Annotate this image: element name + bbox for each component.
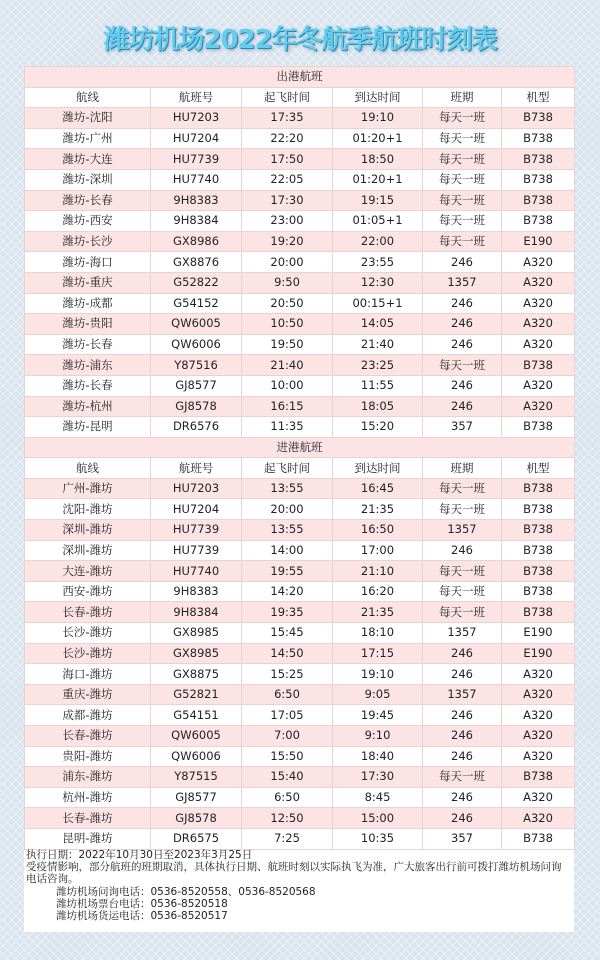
aircraft-type-cell: A320 [502, 272, 575, 293]
aircraft-type-cell: A320 [502, 375, 575, 396]
flight-number-cell: HU7204 [151, 499, 242, 520]
schedule-cell: 1357 [423, 623, 502, 644]
schedule-cell: 每天一班 [423, 211, 502, 232]
schedule-cell: 246 [423, 787, 502, 808]
aircraft-type-cell: A320 [502, 746, 575, 767]
arrival-time-cell: 23:55 [333, 252, 423, 273]
column-header: 起飞时间 [242, 458, 333, 479]
departure-time-cell: 15:40 [242, 767, 333, 788]
table-row [25, 684, 575, 705]
route-cell: 潍坊-重庆 [25, 272, 151, 293]
departure-time-cell: 11:35 [242, 417, 333, 438]
departure-time-cell: 14:20 [242, 581, 333, 602]
table-row [25, 190, 575, 211]
schedule-cell: 246 [423, 334, 502, 355]
aircraft-type-cell: B738 [502, 561, 575, 582]
table-row [25, 128, 575, 149]
schedule-cell: 每天一班 [423, 602, 502, 623]
flight-number-cell: QW6006 [151, 334, 242, 355]
route-cell: 大连-潍坊 [25, 561, 151, 582]
arrival-time-cell: 21:10 [333, 561, 423, 582]
column-header: 航班号 [151, 87, 242, 108]
schedule-cell: 357 [423, 828, 502, 849]
departure-time-cell: 17:35 [242, 108, 333, 129]
route-cell: 贵阳-潍坊 [25, 746, 151, 767]
schedule-cell: 246 [423, 664, 502, 685]
table-row [25, 478, 575, 499]
aircraft-type-cell: B738 [502, 540, 575, 561]
arrival-time-cell: 19:45 [333, 705, 423, 726]
arrival-time-cell: 18:10 [333, 623, 423, 644]
schedule-cell: 1357 [423, 684, 502, 705]
flight-number-cell: G54151 [151, 705, 242, 726]
flight-number-cell: G52822 [151, 272, 242, 293]
departure-time-cell: 20:00 [242, 499, 333, 520]
departure-time-cell: 22:20 [242, 128, 333, 149]
schedule-cell: 每天一班 [423, 767, 502, 788]
aircraft-type-cell: B738 [502, 581, 575, 602]
departure-time-cell: 10:00 [242, 375, 333, 396]
arrival-time-cell: 9:10 [333, 726, 423, 747]
table-row [25, 726, 575, 747]
route-cell: 长春-潍坊 [25, 808, 151, 829]
aircraft-type-cell: A320 [502, 808, 575, 829]
schedule-cell: 246 [423, 252, 502, 273]
flight-number-cell: QW6006 [151, 746, 242, 767]
departure-time-cell: 9:50 [242, 272, 333, 293]
table-row [25, 396, 575, 417]
schedule-cell: 246 [423, 808, 502, 829]
column-header: 机型 [502, 87, 575, 108]
table-row [25, 828, 575, 849]
departure-time-cell: 22:05 [242, 169, 333, 190]
aircraft-type-cell: B738 [502, 169, 575, 190]
aircraft-type-cell: B738 [502, 478, 575, 499]
aircraft-type-cell: B738 [502, 128, 575, 149]
route-cell: 潍坊-长沙 [25, 231, 151, 252]
column-header: 机型 [502, 458, 575, 479]
aircraft-type-cell: A320 [502, 252, 575, 273]
departure-time-cell: 15:25 [242, 664, 333, 685]
aircraft-type-cell: B738 [502, 355, 575, 376]
departure-time-cell: 13:55 [242, 478, 333, 499]
table-row [25, 211, 575, 232]
table-row [25, 561, 575, 582]
flight-number-cell: 9H8384 [151, 602, 242, 623]
aircraft-type-cell: A320 [502, 726, 575, 747]
departure-time-cell: 17:05 [242, 705, 333, 726]
schedule-cell: 每天一班 [423, 149, 502, 170]
departure-time-cell: 16:15 [242, 396, 333, 417]
route-cell: 潍坊-深圳 [25, 169, 151, 190]
flight-number-cell: GJ8578 [151, 396, 242, 417]
schedule-cell: 每天一班 [423, 355, 502, 376]
column-header: 班期 [423, 87, 502, 108]
route-cell: 潍坊-长春 [25, 334, 151, 355]
route-cell: 重庆-潍坊 [25, 684, 151, 705]
route-cell: 海口-潍坊 [25, 664, 151, 685]
schedule-cell: 1357 [423, 272, 502, 293]
flight-number-cell: 9H8384 [151, 211, 242, 232]
outbound-section-heading [25, 67, 575, 88]
flight-number-cell: G54152 [151, 293, 242, 314]
departure-time-cell: 13:55 [242, 520, 333, 541]
departure-time-cell: 19:35 [242, 602, 333, 623]
arrival-time-cell: 16:20 [333, 581, 423, 602]
route-cell: 长春-潍坊 [25, 602, 151, 623]
schedule-cell: 246 [423, 726, 502, 747]
flight-number-cell: Y87515 [151, 767, 242, 788]
arrival-time-cell: 01:20+1 [333, 128, 423, 149]
route-cell: 潍坊-成都 [25, 293, 151, 314]
route-cell: 昆明-潍坊 [25, 828, 151, 849]
route-cell: 成都-潍坊 [25, 705, 151, 726]
flight-number-cell: GX8875 [151, 664, 242, 685]
schedule-cell: 246 [423, 643, 502, 664]
flight-number-cell: QW6005 [151, 314, 242, 335]
inbound-column-header-row [25, 458, 575, 479]
flight-number-cell: GX8876 [151, 252, 242, 273]
table-row [25, 169, 575, 190]
departure-time-cell: 10:50 [242, 314, 333, 335]
schedule-cell: 每天一班 [423, 108, 502, 129]
route-cell: 深圳-潍坊 [25, 520, 151, 541]
flight-number-cell: DR6575 [151, 828, 242, 849]
flight-number-cell: QW6005 [151, 726, 242, 747]
schedule-cell: 246 [423, 705, 502, 726]
arrival-time-cell: 14:05 [333, 314, 423, 335]
aircraft-type-cell: E190 [502, 231, 575, 252]
flight-number-cell: G52821 [151, 684, 242, 705]
aircraft-type-cell: A320 [502, 293, 575, 314]
departure-time-cell: 7:25 [242, 828, 333, 849]
column-header: 到达时间 [333, 458, 423, 479]
schedule-cell: 每天一班 [423, 128, 502, 149]
flight-number-cell: GJ8577 [151, 375, 242, 396]
departure-time-cell: 12:50 [242, 808, 333, 829]
outbound-column-header-row [25, 87, 575, 108]
timetable [24, 66, 575, 850]
schedule-cell: 每天一班 [423, 169, 502, 190]
arrival-time-cell: 9:05 [333, 684, 423, 705]
arrival-time-cell: 15:00 [333, 808, 423, 829]
ticket-phone: 潍坊机场票台电话：0536-8520518 [56, 897, 228, 910]
route-cell: 潍坊-大连 [25, 149, 151, 170]
departure-time-cell: 17:30 [242, 190, 333, 211]
execution-dates: 执行日期：2022年10月30日至2023年3月25日 [26, 849, 253, 861]
departure-time-cell: 6:50 [242, 787, 333, 808]
column-header: 航班号 [151, 458, 242, 479]
arrival-time-cell: 8:45 [333, 787, 423, 808]
schedule-cell: 每天一班 [423, 561, 502, 582]
departure-time-cell: 23:00 [242, 211, 333, 232]
schedule-cell: 每天一班 [423, 581, 502, 602]
table-row [25, 149, 575, 170]
route-cell: 西安-潍坊 [25, 581, 151, 602]
route-cell: 潍坊-浦东 [25, 355, 151, 376]
aircraft-type-cell: B738 [502, 108, 575, 129]
arrival-time-cell: 19:15 [333, 190, 423, 211]
aircraft-type-cell: B738 [502, 767, 575, 788]
table-row [25, 581, 575, 602]
flight-number-cell: Y87516 [151, 355, 242, 376]
aircraft-type-cell: A320 [502, 396, 575, 417]
flight-number-cell: DR6576 [151, 417, 242, 438]
cargo-phone: 潍坊机场货运电话：0536-8520517 [56, 910, 228, 923]
flight-number-cell: HU7739 [151, 540, 242, 561]
table-row [25, 293, 575, 314]
route-cell: 长沙-潍坊 [25, 643, 151, 664]
departure-time-cell: 21:40 [242, 355, 333, 376]
aircraft-type-cell: A320 [502, 787, 575, 808]
departure-time-cell: 14:50 [242, 643, 333, 664]
arrival-time-cell: 22:00 [333, 231, 423, 252]
schedule-cell: 357 [423, 417, 502, 438]
flight-number-cell: GX8985 [151, 643, 242, 664]
route-cell: 潍坊-海口 [25, 252, 151, 273]
table-row [25, 499, 575, 520]
aircraft-type-cell: B738 [502, 520, 575, 541]
departure-time-cell: 15:45 [242, 623, 333, 644]
table-row [25, 705, 575, 726]
table-row [25, 746, 575, 767]
schedule-cell: 每天一班 [423, 190, 502, 211]
route-cell: 潍坊-杭州 [25, 396, 151, 417]
aircraft-type-cell: A320 [502, 314, 575, 335]
table-row [25, 643, 575, 664]
flight-number-cell: HU7739 [151, 520, 242, 541]
column-header: 到达时间 [333, 87, 423, 108]
aircraft-type-cell: E190 [502, 623, 575, 644]
column-header: 班期 [423, 458, 502, 479]
departure-time-cell: 17:50 [242, 149, 333, 170]
flight-number-cell: HU7740 [151, 169, 242, 190]
flight-number-cell: HU7203 [151, 108, 242, 129]
flight-number-cell: HU7203 [151, 478, 242, 499]
schedule-cell: 1357 [423, 520, 502, 541]
schedule-cell: 246 [423, 396, 502, 417]
inbound-heading: 进港航班 [25, 437, 575, 458]
table-row [25, 767, 575, 788]
route-cell: 潍坊-贵阳 [25, 314, 151, 335]
aircraft-type-cell: A320 [502, 705, 575, 726]
departure-time-cell: 14:00 [242, 540, 333, 561]
schedule-cell: 246 [423, 293, 502, 314]
arrival-time-cell: 12:30 [333, 272, 423, 293]
schedule-cell: 每天一班 [423, 478, 502, 499]
arrival-time-cell: 18:05 [333, 396, 423, 417]
arrival-time-cell: 19:10 [333, 664, 423, 685]
timetable-body [25, 67, 575, 850]
aircraft-type-cell: B738 [502, 417, 575, 438]
schedule-cell: 每天一班 [423, 231, 502, 252]
schedule-cell: 246 [423, 746, 502, 767]
schedule-cell: 246 [423, 314, 502, 335]
route-cell: 潍坊-广州 [25, 128, 151, 149]
aircraft-type-cell: A320 [502, 684, 575, 705]
table-row [25, 623, 575, 644]
table-row [25, 314, 575, 335]
schedule-cell: 246 [423, 540, 502, 561]
inquiry-phone: 潍坊机场问询电话：0536-8520558、0536-8520568 [56, 885, 316, 898]
flight-number-cell: GJ8578 [151, 808, 242, 829]
aircraft-type-cell: B738 [502, 828, 575, 849]
column-header: 起飞时间 [242, 87, 333, 108]
schedule-cell: 246 [423, 375, 502, 396]
column-header: 航线 [25, 458, 151, 479]
arrival-time-cell: 11:55 [333, 375, 423, 396]
arrival-time-cell: 16:45 [333, 478, 423, 499]
flight-number-cell: HU7739 [151, 149, 242, 170]
departure-time-cell: 20:50 [242, 293, 333, 314]
route-cell: 深圳-潍坊 [25, 540, 151, 561]
departure-time-cell: 19:50 [242, 334, 333, 355]
aircraft-type-cell: B738 [502, 149, 575, 170]
arrival-time-cell: 00:15+1 [333, 293, 423, 314]
arrival-time-cell: 01:20+1 [333, 169, 423, 190]
arrival-time-cell: 17:30 [333, 767, 423, 788]
notice-text: 受疫情影响，部分航班的班期取消，具体执行日期、航班时刻以实际执飞为准，广大旅客出行前可拨打潍坊机场问询 [26, 861, 562, 874]
departure-time-cell: 20:00 [242, 252, 333, 273]
flight-number-cell: GX8985 [151, 623, 242, 644]
aircraft-type-cell: B738 [502, 211, 575, 232]
route-cell: 沈阳-潍坊 [25, 499, 151, 520]
notice-text-continued: 电话咨询。 [26, 873, 79, 886]
arrival-time-cell: 18:40 [333, 746, 423, 767]
route-cell: 长春-潍坊 [25, 726, 151, 747]
flight-number-cell: GX8986 [151, 231, 242, 252]
table-row [25, 375, 575, 396]
route-cell: 潍坊-长春 [25, 375, 151, 396]
arrival-time-cell: 01:05+1 [333, 211, 423, 232]
inbound-section-heading [25, 437, 575, 458]
flight-number-cell: HU7740 [151, 561, 242, 582]
table-row [25, 540, 575, 561]
notes-section [24, 849, 574, 922]
schedule-cell: 每天一班 [423, 499, 502, 520]
arrival-time-cell: 19:10 [333, 108, 423, 129]
route-cell: 潍坊-昆明 [25, 417, 151, 438]
departure-time-cell: 19:55 [242, 561, 333, 582]
table-row [25, 602, 575, 623]
table-row [25, 231, 575, 252]
route-cell: 浦东-潍坊 [25, 767, 151, 788]
arrival-time-cell: 23:25 [333, 355, 423, 376]
route-cell: 潍坊-长春 [25, 190, 151, 211]
table-row [25, 272, 575, 293]
table-row [25, 334, 575, 355]
table-row [25, 787, 575, 808]
departure-time-cell: 19:20 [242, 231, 333, 252]
aircraft-type-cell: E190 [502, 643, 575, 664]
aircraft-type-cell: B738 [502, 190, 575, 211]
arrival-time-cell: 21:35 [333, 499, 423, 520]
table-row [25, 417, 575, 438]
departure-time-cell: 6:50 [242, 684, 333, 705]
route-cell: 潍坊-沈阳 [25, 108, 151, 129]
arrival-time-cell: 15:20 [333, 417, 423, 438]
arrival-time-cell: 17:15 [333, 643, 423, 664]
table-row [25, 808, 575, 829]
timetable-sheet [24, 66, 574, 932]
column-header: 航线 [25, 87, 151, 108]
table-row [25, 520, 575, 541]
page-title: 潍坊机场2022年冬航季航班时刻表 [103, 25, 497, 55]
arrival-time-cell: 21:35 [333, 602, 423, 623]
route-cell: 广州-潍坊 [25, 478, 151, 499]
departure-time-cell: 15:50 [242, 746, 333, 767]
arrival-time-cell: 10:35 [333, 828, 423, 849]
table-row [25, 108, 575, 129]
arrival-time-cell: 16:50 [333, 520, 423, 541]
flight-number-cell: 9H8383 [151, 581, 242, 602]
flight-number-cell: 9H8383 [151, 190, 242, 211]
route-cell: 杭州-潍坊 [25, 787, 151, 808]
aircraft-type-cell: B738 [502, 602, 575, 623]
table-row [25, 252, 575, 273]
arrival-time-cell: 21:40 [333, 334, 423, 355]
aircraft-type-cell: A320 [502, 334, 575, 355]
route-cell: 长沙-潍坊 [25, 623, 151, 644]
arrival-time-cell: 18:50 [333, 149, 423, 170]
table-row [25, 355, 575, 376]
departure-time-cell: 7:00 [242, 726, 333, 747]
aircraft-type-cell: A320 [502, 664, 575, 685]
aircraft-type-cell: B738 [502, 499, 575, 520]
outbound-heading: 出港航班 [25, 67, 575, 88]
route-cell: 潍坊-西安 [25, 211, 151, 232]
flight-number-cell: GJ8577 [151, 787, 242, 808]
arrival-time-cell: 17:00 [333, 540, 423, 561]
flight-number-cell: HU7204 [151, 128, 242, 149]
table-row [25, 664, 575, 685]
